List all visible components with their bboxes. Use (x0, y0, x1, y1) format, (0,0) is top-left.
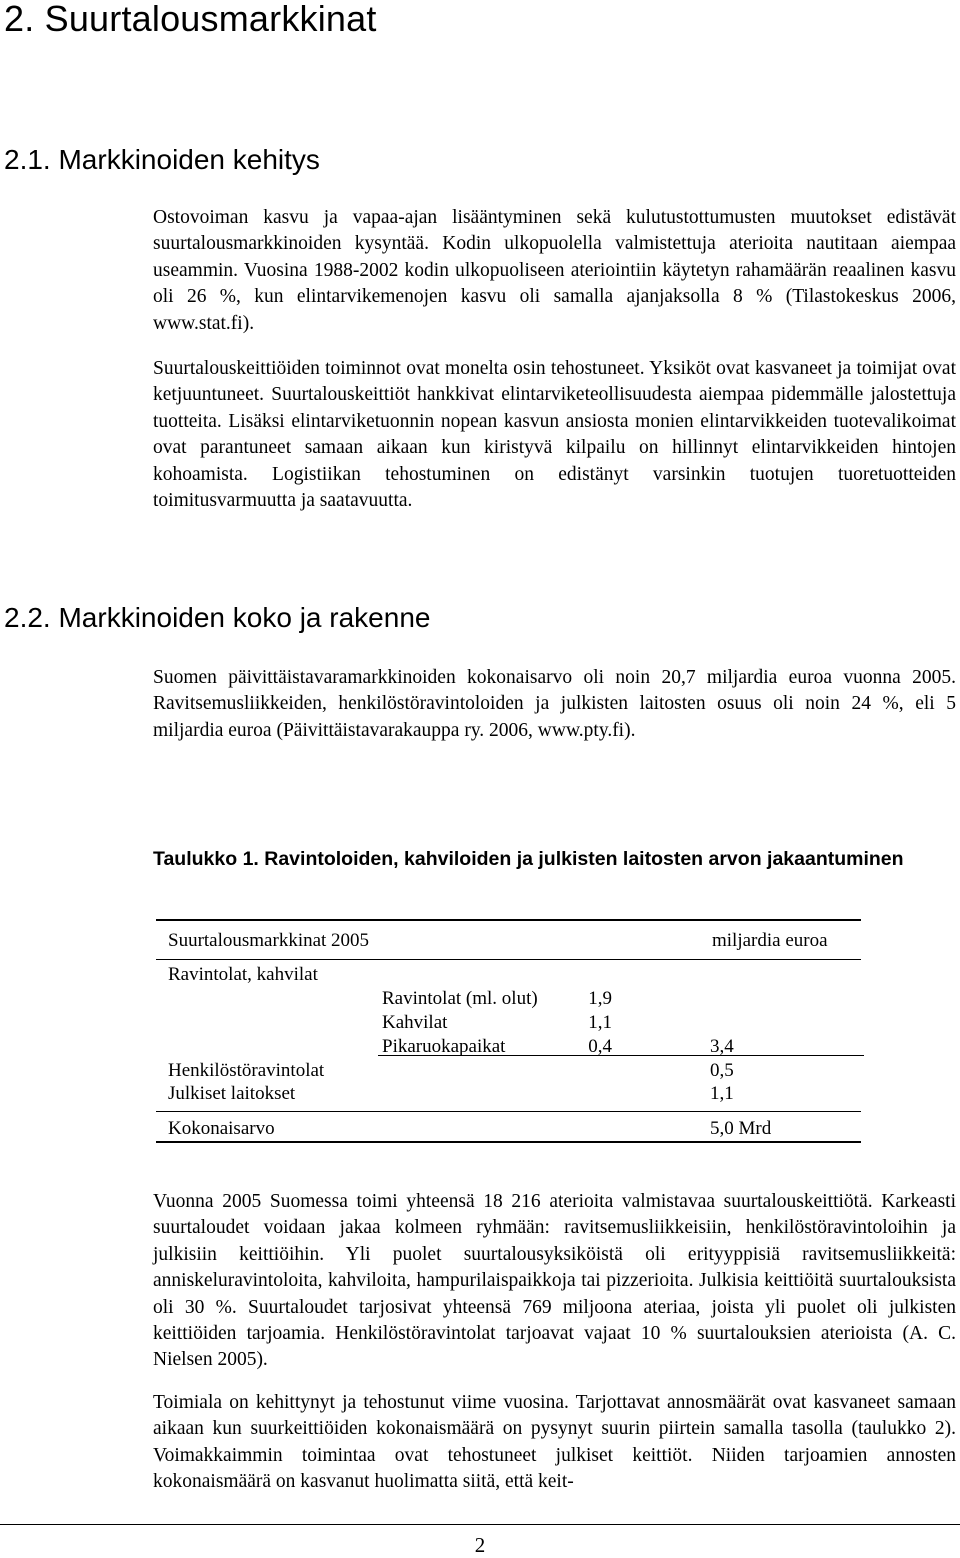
table-bottom-rule (156, 1141, 861, 1143)
table-row-label: Henkilöstöravintolat (168, 1060, 325, 1081)
table-row-value: 0,5 (710, 1060, 734, 1081)
table-group-label: Ravintolat, kahvilat (168, 964, 318, 985)
table-top-rule (156, 919, 861, 921)
paragraph-markkinoiden-koko: Suomen päivittäistavaramarkkinoiden kokonaisarvo oli noin 20,7 miljardia euroa vuonna 2005. Ravitsemusliikkeiden, henkilöstöravintoloiden ja julkisten laitosten osuus oli noin 24 %, eli 5 miljardia euroa (Päivittäistavarakauppa ry. 2006, www.pty.fi). (153, 667, 956, 741)
table-row-value: 1,1 (710, 1083, 734, 1104)
table-sub-value: 1,9 (588, 988, 612, 1009)
table-total-rule (156, 1111, 861, 1112)
table-total-label: Kokonaisarvo (168, 1118, 275, 1139)
section-heading-markkinoiden-koko: 2.2. Markkinoiden koko ja rakenne (4, 602, 431, 633)
table-total-value: 5,0 Mrd (710, 1118, 772, 1139)
table-caption: Taulukko 1. Ravintoloiden, kahviloiden ja julkisten laitosten arvon jakaantuminen (153, 848, 904, 870)
paragraph-toimiala-kehittynyt: Toimiala on kehittynyt ja tehostunut viime vuosina. Tarjottavat annosmäärät ovat kasvaneet samaan aikaan kun suurkeittiöiden kokonaismäärä on pysynyt suurin piirtein samalla tasolla (taulukko 2). Voimakkaimmin toimintaa ovat tehostuneet julkiset keittiöt. Niiden tarjoamien annosten kokonaismäärä on kasvanut huolimatta siitä, että keit- (153, 1392, 956, 1493)
paragraph-suurtalouskeittiot-2005: Vuonna 2005 Suomessa toimi yhteensä 18 216 aterioita valmistavaa suurtalouskeittiötä. Karkeasti suurtaloudet voidaan jakaa kolmeen ryhmään: ravitsemusliikkeisiin, henkilöstöravintoloihin ja julkisiin keittiöihin. Yli puolet suurtalousyksiköistä oli erityyppisiä ravitsemusliikkeitä: anniskeluravintoloita, kahviloita, hampurilaispaikkoja tai pizzerioita. Julkisia keittiöitä suurtalouksista oli 30 %. Suurtaloudet tarjosivat yhteensä 769 miljoona ateriaa, joista yli puolet oli julkisten keittiöiden tarjoamia. Henkilöstöravintolat tarjoavat vajaat 10 % suurtalouksien aterioista (A. C. Nielsen 2005). (153, 1191, 956, 1371)
table-header-left: Suurtalousmarkkinat 2005 (168, 930, 370, 951)
page-number: 2 (474, 1533, 486, 1557)
table-sub-label: Ravintolat (ml. olut) (382, 988, 538, 1009)
paragraph-suurtalouskeittiot: Suurtalouskeittiöiden toiminnot ovat monelta osin tehostuneet. Yksiköt ovat kasvaneet ja toimijat ovat ketjuuntuneet. Suurtalouskeittiöt hankkivat elintarviketeollisuudesta aiempaa pidemmälle jalostettuja tuotteita. Lisäksi elintarviketuonnin nopean kasvun ansiosta monien elintarvikkeiden tuotevalikoimat ovat parantuneet samaan aikaan kun kiristyvä kilpailu on hillinnyt elintarvikkeiden hintojen kohoamista. Logistiikan tehostuminen on edistänyt varsinkin tuotujen tuoretuotteiden toimitusvarmuutta ja saatavuutta. (153, 358, 956, 512)
section-heading-markkinoiden-kehitys: 2.1. Markkinoiden kehitys (4, 144, 320, 175)
table-header-right: miljardia euroa (712, 930, 828, 951)
chapter-heading: 2. Suurtalousmarkkinat (4, 0, 377, 39)
paragraph-ostovoiman-kasvu: Ostovoiman kasvu ja vapaa-ajan lisääntyminen sekä kulutustottumusten muutokset edistävät suurtalousmarkkinoiden kysyntää. Kodin ulkopuolella valmistettuja aterioita nautitaan aiempaa useammin. Vuosina 1988-2002 kodin ulkopuoliseen ateriointiin käytetyn rahamäärän reaalinen kasvu oli 26 %, kun elintarvikemenojen kasvu oli samalla ajanjaksolla 8 % (Tilastokeskus 2006, www.stat.fi). (153, 207, 956, 334)
table-subtotal-rule (378, 1055, 864, 1056)
table-sub-value: 0,4 (588, 1036, 612, 1057)
table-group-total: 3,4 (710, 1036, 734, 1057)
table-sub-label: Pikaruokapaikat (382, 1036, 506, 1057)
value-distribution-table (160, 919, 865, 1149)
footer-divider (0, 1524, 960, 1525)
table-sub-value: 1,1 (588, 1012, 612, 1033)
table-row-label: Julkiset laitokset (168, 1083, 296, 1104)
table-sub-label: Kahvilat (382, 1012, 448, 1033)
table-header-rule (156, 959, 861, 960)
